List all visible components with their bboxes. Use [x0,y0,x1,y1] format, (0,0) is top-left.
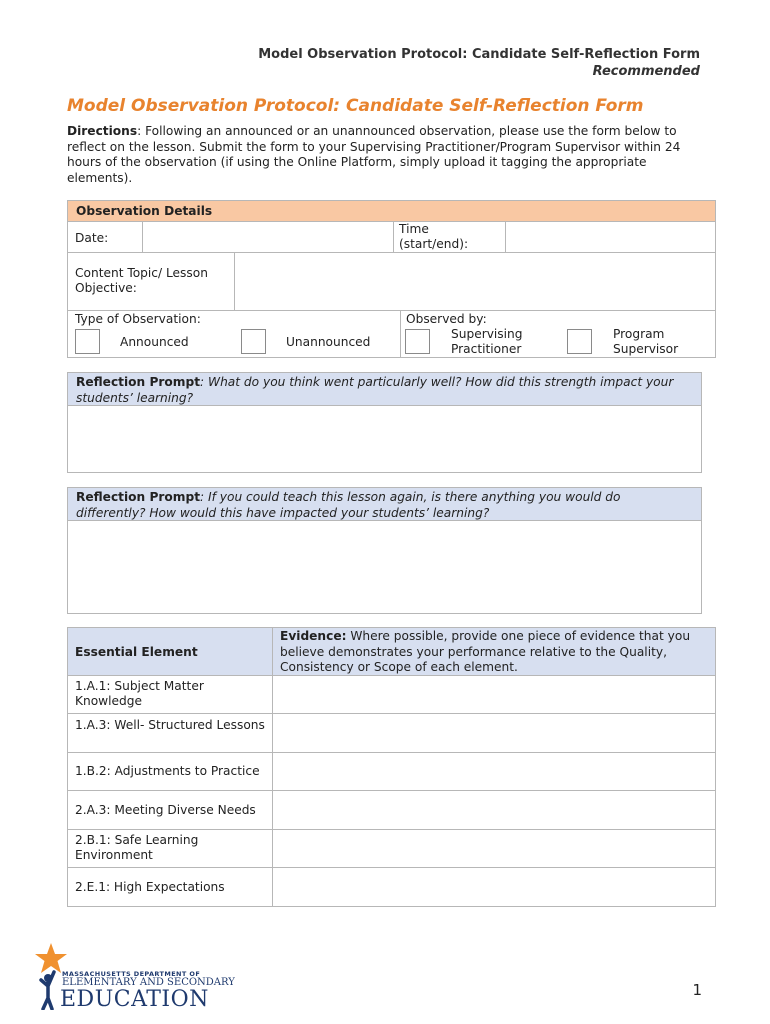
date-label: Date: [75,231,109,245]
time-field[interactable] [506,222,715,251]
evidence-field-row-2[interactable] [273,714,715,752]
essential-element-row: 1.A.1: Subject Matter Knowledge [75,679,204,708]
reflection-prompt-2-label: Reflection Prompt [76,490,201,504]
essential-element-row: 2.A.3: Meeting Diverse Needs [75,803,256,817]
reflection-prompt-1-label: Reflection Prompt [76,375,201,389]
evidence-column-header [280,629,710,676]
essential-element-row: 2.B.1: Safe Learning Environment [75,833,199,862]
reflection-prompt-2-answer-field[interactable] [67,520,702,614]
logo-text-line-3: EDUCATION [60,987,209,1012]
evidence-field-row-4[interactable] [273,791,715,829]
announced-option-label: Announced [120,335,189,349]
essential-element-column-header: Essential Element [75,645,198,659]
reflection-prompt-1-answer-field[interactable] [67,405,702,473]
reflection-prompt-1-heading [67,372,702,406]
type-of-observation-label: Type of Observation: [75,312,201,326]
evidence-header-label: Evidence: [280,629,347,643]
program-supervisor-option-label: Program Supervisor [613,327,679,356]
evidence-field-row-3[interactable] [273,753,715,790]
reflection-prompt-2-heading [67,487,702,521]
content-topic-field[interactable] [235,253,715,309]
logo-text-line-1: MASSACHUSETTS DEPARTMENT OF [62,970,201,978]
program-supervisor-checkbox[interactable] [567,329,592,354]
directions-text: : Following an announced or an unannounced observation, please use the form below to reflect on the lesson. Submit the form to your Supervising Practitioner/Program Supervisor within 24 hours of the observation (if using the Online Platform, simply upload it tagging the appropriate elements). [67,124,681,185]
date-field[interactable] [143,222,392,251]
supervising-practitioner-option-label: Supervising Practitioner [451,327,523,356]
directions-paragraph [67,124,707,186]
essential-element-row: 1.A.3: Well- Structured Lessons [75,718,265,732]
reflection-prompt-2-question: : If you could teach this lesson again, is there anything you would do differently? How would this have impacted your students’ learning? [76,490,621,520]
logo-text-line-2: ELEMENTARY AND SECONDARY [62,977,235,988]
observation-details-heading: Observation Details [67,200,716,222]
unannounced-checkbox[interactable] [241,329,266,354]
content-topic-label: Content Topic/ Lesson Objective: [75,266,208,295]
directions-label: Directions [67,124,138,138]
evidence-field-row-6[interactable] [273,868,715,906]
running-header-subtitle: Recommended [592,64,700,79]
reflection-prompt-1-question: : What do you think went particularly well? How did this strength impact your students’ learning? [76,375,674,405]
essential-element-row: 1.B.2: Adjustments to Practice [75,764,260,778]
announced-checkbox[interactable] [75,329,100,354]
page-number: 1 [692,981,702,999]
evidence-field-row-5[interactable] [273,830,715,867]
essential-element-row: 2.E.1: High Expectations [75,880,225,894]
time-label: Time (start/end): [399,222,469,251]
supervising-practitioner-checkbox[interactable] [405,329,430,354]
unannounced-option-label: Unannounced [286,335,371,349]
evidence-header-text: Where possible, provide one piece of evidence that you believe demonstrates your performance relative to the Quality, Consistency or Scope of each element. [280,629,691,674]
page-title: Model Observation Protocol: Candidate Self-Reflection Form [67,96,644,116]
observed-by-label: Observed by: [406,312,487,326]
evidence-field-row-1[interactable] [273,676,715,713]
running-header-title: Model Observation Protocol: Candidate Self-Reflection Form [258,47,700,62]
